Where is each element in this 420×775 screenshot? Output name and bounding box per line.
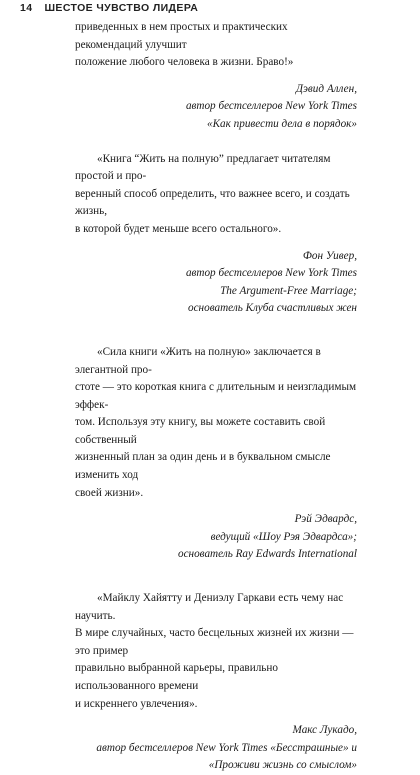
text-line: «Майклу Хайятту и Дениэлу Гаркави есть чему нас научить. (75, 592, 344, 622)
page-body (75, 19, 357, 775)
attribution-line: автор бестселлеров New York Times «Бесстрашные» и (96, 741, 357, 754)
text-line: том. Используя эту книгу, вы можете составить свой собственный (75, 416, 326, 446)
text-line: правильно выбранной карьеры, правильно использованного времени (75, 662, 278, 692)
quote-attribution (75, 248, 357, 318)
attribution-line: The Argument-Free Marriage; (220, 284, 357, 297)
text-line: приведенных в нем простых и практических рекомендаций улучшит (75, 21, 288, 51)
attribution-line: автор бестселлеров New York Times (185, 100, 357, 113)
text-line: веренный способ определить, что важнее всего, и создать жизнь, (75, 187, 350, 218)
text-line: В мире случайных, часто бесцельных жизней их жизни — это пример (75, 627, 354, 657)
quote-paragraph (75, 151, 357, 239)
text-line: и искреннего увлечения». (75, 697, 198, 710)
text-line: «Сила книги «Жить на полную» заключается в элегантной про- (75, 345, 321, 376)
attribution-line: Дэвид Аллен, (295, 82, 357, 95)
text-line: стоте — это короткая книга с длительным и неизгладимым эффек- (75, 381, 357, 411)
running-header (20, 2, 198, 14)
attribution-line: Фон Уивер, (302, 249, 357, 262)
attribution-line: Макс Лукадо, (292, 724, 357, 737)
quote-attribution (75, 511, 357, 564)
attribution-line: основатель Клуба счастливых жен (188, 302, 357, 315)
text-line: своей жизни». (75, 486, 144, 499)
text-line: «Книга “Жить на полную” предлагает читателям простой и про- (75, 152, 331, 183)
running-title: ШЕСТОЕ ЧУВСТВО ЛИДЕРА (44, 2, 199, 14)
attribution-line: Рэй Эдвардс, (294, 513, 357, 526)
attribution-line: основатель Ray Edwards International (177, 548, 357, 561)
attribution-line: «Проживи жизнь со смыслом» (208, 759, 357, 772)
quote-attribution (75, 81, 357, 134)
attribution-line: «Как привести дела в порядок» (207, 117, 357, 130)
attribution-line: автор бестселлеров New York Times (185, 267, 357, 280)
page-number: 14 (20, 2, 33, 14)
quote-paragraph (75, 19, 357, 72)
quote-paragraph (75, 344, 357, 502)
quote-attribution (75, 722, 357, 775)
text-line: в которой будет меньше всего остального». (75, 222, 282, 235)
quote-paragraph (75, 590, 357, 713)
attribution-line: ведущий «Шоу Рэя Эдвардса»; (210, 530, 357, 543)
text-line: положение любого человека в жизни. Браво!» (75, 56, 294, 69)
text-line: жизненный план за один день и в буквальном смысле изменить ход (75, 451, 331, 482)
